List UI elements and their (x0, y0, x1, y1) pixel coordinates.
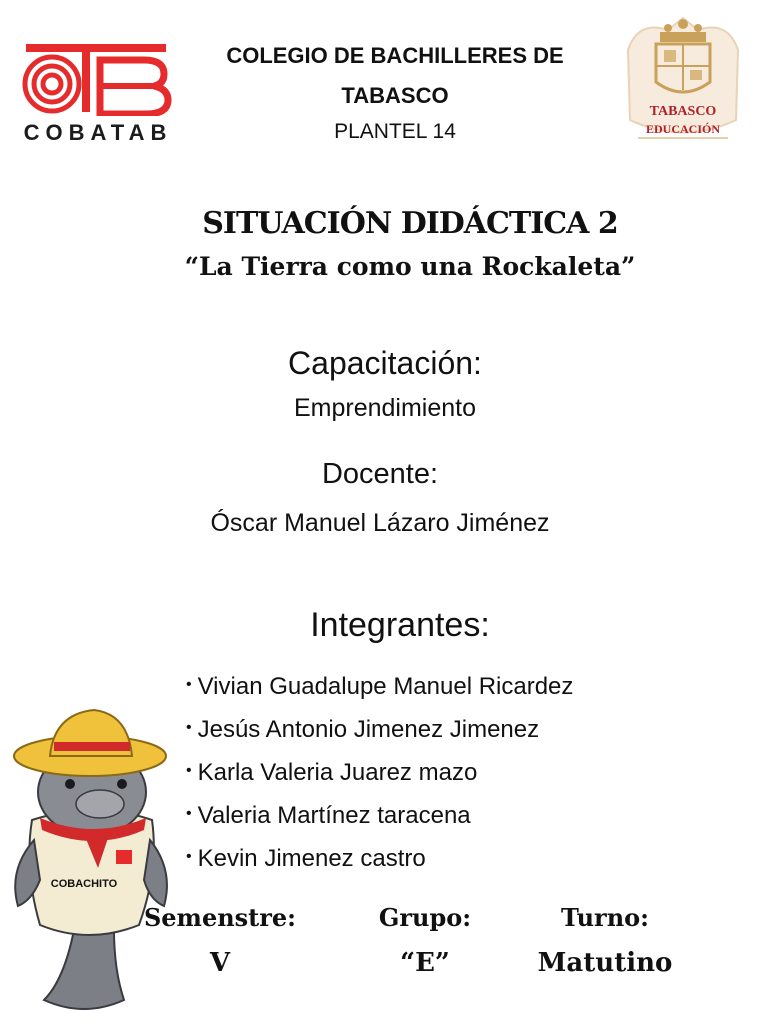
grupo-label: Grupo: (378, 903, 472, 932)
bullet-icon: • (186, 805, 192, 822)
capacitacion-label: Capacitación: (288, 345, 482, 381)
members-list (186, 666, 656, 881)
member-name: Kevin Jimenez castro (197, 845, 426, 872)
bullet-icon: • (186, 848, 192, 865)
semestre-value: V (209, 948, 231, 978)
list-item (186, 666, 656, 709)
cobatab-logo (14, 40, 182, 150)
cobatab-wordmark: COBATAB (23, 120, 173, 145)
turno-label: Turno: (560, 903, 650, 932)
semestre-label: Semenstre: (143, 903, 297, 932)
bullet-icon: • (186, 719, 192, 736)
list-item (186, 795, 656, 838)
campus-name: PLANTEL 14 (334, 120, 456, 143)
cobatab-emblem-icon (22, 42, 172, 116)
educacion-label: EDUCACIÓN (645, 122, 720, 136)
tabasco-label: TABASCO (649, 104, 717, 119)
integrantes-label: Integrantes: (310, 606, 490, 644)
mascot-shirt-text: COBACHITO (50, 878, 118, 890)
member-name: Vivian Guadalupe Manuel Ricardez (197, 673, 574, 700)
grupo-value: “E” (400, 948, 450, 978)
member-name: Karla Valeria Juarez mazo (197, 759, 478, 786)
school-name: COLEGIO DE BACHILLERES DE TABASCO (226, 43, 564, 108)
activity-title: SITUACIÓN DIDÁCTICA 2 (202, 206, 618, 241)
activity-subtitle: “La Tierra como una Rockaleta” (184, 252, 636, 281)
turno-value: Matutino (537, 948, 673, 978)
bullet-icon: • (186, 762, 192, 779)
list-item (186, 752, 656, 795)
docente-label: Docente: (321, 458, 439, 490)
docente-name: Óscar Manuel Lázaro Jiménez (210, 509, 550, 537)
member-name: Valeria Martínez taracena (197, 802, 471, 829)
list-item (186, 838, 656, 881)
list-item (186, 709, 656, 752)
member-name: Jesús Antonio Jimenez Jimenez (197, 716, 540, 743)
bullet-icon: • (186, 676, 192, 693)
capacitacion-value: Emprendimiento (293, 394, 477, 422)
tabasco-education-logo (608, 10, 758, 150)
